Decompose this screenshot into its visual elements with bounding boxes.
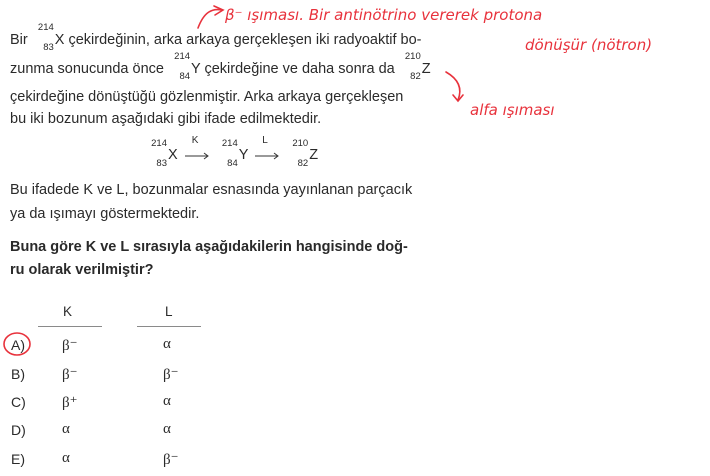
arrow-label: L: [262, 135, 268, 146]
text-segment: Y çekirdeğine ve daha sonra da: [191, 61, 395, 77]
option-letter: C): [11, 394, 26, 410]
option-k-value: α: [62, 450, 70, 466]
symbol-x: X: [168, 147, 178, 163]
text-segment: X çekirdeğinin, arka arkaya gerçekleşen iki radyoaktif bo-: [54, 32, 422, 48]
option-l-value: β⁻: [163, 452, 179, 468]
annotation-note-2: alfa ışıması: [470, 101, 555, 119]
question-line-5: Bu ifadede K ve L, bozunmalar esnasında yayınlanan parçacık: [10, 182, 413, 198]
symbol-y: Y: [238, 147, 249, 163]
option-k-value: β⁺: [62, 395, 78, 411]
mass-number: 210: [404, 51, 421, 62]
text-segment: zunma sonucunda önce: [10, 61, 164, 77]
mass-number: 210: [292, 138, 309, 149]
mass-number: 214: [37, 22, 54, 33]
atomic-number: 84: [179, 71, 191, 82]
arrow-label: K: [191, 135, 199, 146]
mass-number: 214: [151, 138, 167, 149]
text-segment: Z: [421, 61, 431, 77]
annotation-note-1-line-2: dönüşür (nötron): [525, 36, 653, 54]
option-k-value: α: [62, 421, 70, 437]
option-letter: A): [11, 337, 25, 353]
annotation-note-1-line-1: β⁻ ışıması. Bir antinötrino vererek protona: [225, 6, 543, 24]
option-letter: D): [11, 422, 26, 438]
column-header-l: L: [165, 304, 173, 319]
option-k-value: β⁻: [62, 367, 78, 383]
option-k-value: β⁻: [62, 338, 78, 354]
atomic-number: 83: [156, 158, 167, 169]
atomic-number: 83: [43, 42, 54, 53]
option-letter: E): [11, 451, 25, 467]
symbol-z: Z: [309, 147, 319, 163]
question-line-6: ya da ışımayı göstermektedir.: [10, 206, 200, 222]
mass-number: 214: [174, 51, 191, 62]
option-l-value: β⁻: [163, 367, 179, 383]
prompt-line-2: ru olarak verilmiştir?: [10, 262, 154, 278]
question-line-3: çekirdeğine dönüştüğü gözlenmiştir. Arka arkaya gerçekleşen: [10, 89, 404, 105]
atomic-number: 84: [227, 158, 238, 169]
question-line-4: bu iki bozunum aşağıdaki gibi ifade edilmektedir.: [10, 111, 322, 127]
mass-number: 214: [221, 138, 238, 149]
text-segment: Bir: [10, 32, 28, 48]
answer-circle: [4, 333, 30, 355]
prompt-line-1: Buna göre K ve L sırasıyla aşağıdakilerin hangisinde doğ-: [10, 239, 408, 255]
option-letter: B): [11, 366, 25, 382]
annotation-arrow-1-head: [214, 6, 223, 15]
atomic-number: 82: [297, 158, 309, 169]
atomic-number: 82: [410, 71, 421, 82]
column-header-k: K: [63, 304, 73, 319]
option-l-value: α: [163, 336, 171, 352]
option-l-value: α: [163, 393, 171, 409]
option-l-value: α: [163, 421, 171, 437]
